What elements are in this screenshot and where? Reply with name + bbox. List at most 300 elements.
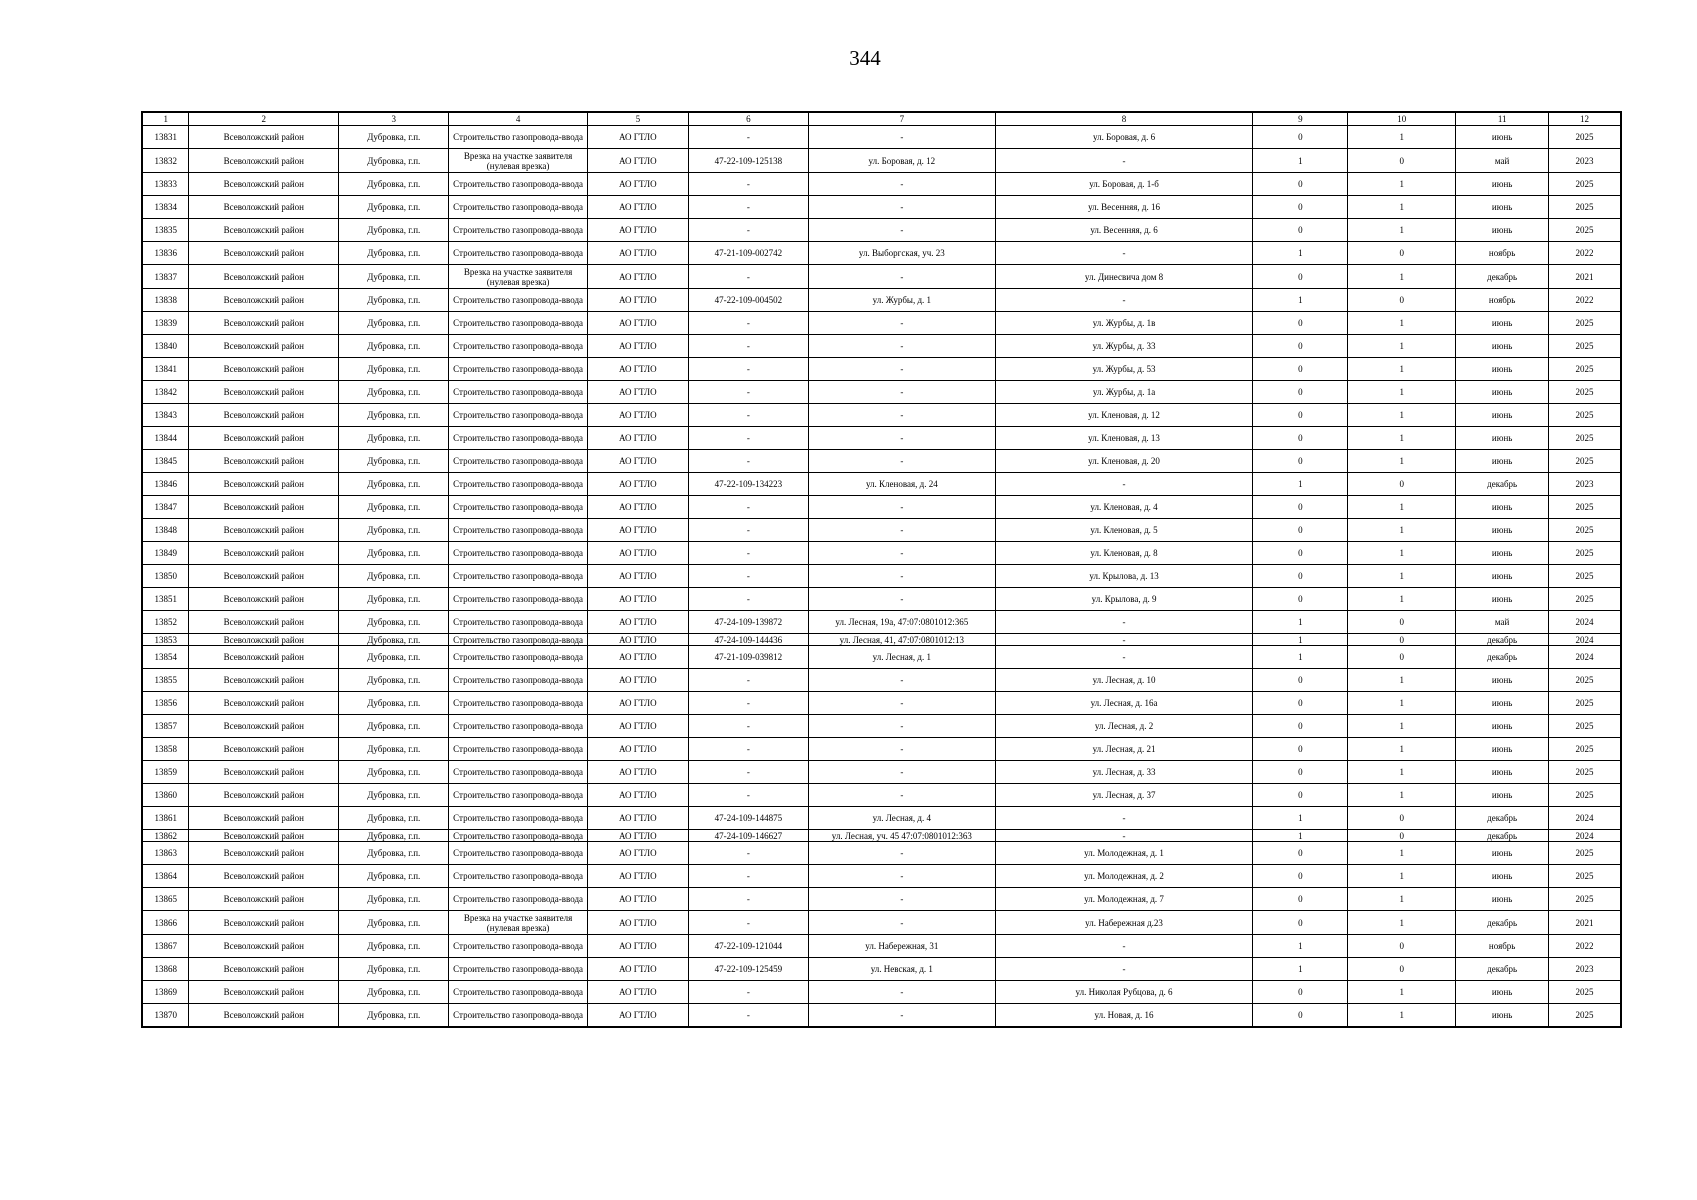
address-cell: ул. Кленовая, д. 24 bbox=[809, 473, 996, 496]
column-header-8: 8 bbox=[995, 112, 1253, 126]
address-cell: ул. Боровая, д. 12 bbox=[809, 149, 996, 173]
count-cell: 0 bbox=[1253, 588, 1348, 611]
work-type-cell: Строительство газопровода-ввода bbox=[449, 715, 588, 738]
planned-count-cell: 1 bbox=[1348, 404, 1456, 427]
planned-address-cell: ул. Боровая, д. 1-б bbox=[995, 173, 1253, 196]
month-cell: июнь bbox=[1456, 588, 1549, 611]
address-cell: ул. Лесная, 19а, 47:07:0801012:365 bbox=[809, 611, 996, 634]
address-cell: - bbox=[809, 496, 996, 519]
count-cell: 1 bbox=[1253, 807, 1348, 830]
organization-cell: АО ГТЛО bbox=[587, 669, 688, 692]
address-cell: - bbox=[809, 196, 996, 219]
application-code-cell: - bbox=[688, 358, 808, 381]
planned-count-cell: 1 bbox=[1348, 358, 1456, 381]
month-cell: июнь bbox=[1456, 669, 1549, 692]
work-type-cell: Врезка на участке заявителя (нулевая врезка) bbox=[449, 911, 588, 935]
year-cell: 2024 bbox=[1549, 646, 1621, 669]
planned-count-cell: 1 bbox=[1348, 981, 1456, 1004]
planned-count-cell: 1 bbox=[1348, 450, 1456, 473]
planned-address-cell: ул. Молодежная, д. 2 bbox=[995, 865, 1253, 888]
year-cell: 2025 bbox=[1549, 496, 1621, 519]
settlement-cell: Дубровка, г.п. bbox=[339, 565, 449, 588]
row-number: 13849 bbox=[142, 542, 189, 565]
column-header-6: 6 bbox=[688, 112, 808, 126]
table-row bbox=[142, 450, 1621, 473]
address-cell: - bbox=[809, 888, 996, 911]
district-cell: Всеволожский район bbox=[189, 196, 339, 219]
address-cell: - bbox=[809, 312, 996, 335]
work-type-cell: Строительство газопровода-ввода bbox=[449, 173, 588, 196]
settlement-cell: Дубровка, г.п. bbox=[339, 358, 449, 381]
month-cell: декабрь bbox=[1456, 265, 1549, 289]
year-cell: 2023 bbox=[1549, 473, 1621, 496]
settlement-cell: Дубровка, г.п. bbox=[339, 473, 449, 496]
address-cell: - bbox=[809, 1004, 996, 1027]
application-code-cell: - bbox=[688, 312, 808, 335]
count-cell: 0 bbox=[1253, 715, 1348, 738]
address-cell: - bbox=[809, 265, 996, 289]
settlement-cell: Дубровка, г.п. bbox=[339, 738, 449, 761]
planned-count-cell: 0 bbox=[1348, 958, 1456, 981]
planned-address-cell: - bbox=[995, 807, 1253, 830]
row-number: 13865 bbox=[142, 888, 189, 911]
district-cell: Всеволожский район bbox=[189, 473, 339, 496]
year-cell: 2025 bbox=[1549, 1004, 1621, 1027]
row-number: 13837 bbox=[142, 265, 189, 289]
address-cell: - bbox=[809, 784, 996, 807]
month-cell: июнь bbox=[1456, 565, 1549, 588]
planned-address-cell: ул. Журбы, д. 33 bbox=[995, 335, 1253, 358]
month-cell: июнь bbox=[1456, 196, 1549, 219]
settlement-cell: Дубровка, г.п. bbox=[339, 634, 449, 646]
organization-cell: АО ГТЛО bbox=[587, 888, 688, 911]
organization-cell: АО ГТЛО bbox=[587, 611, 688, 634]
month-cell: ноябрь bbox=[1456, 289, 1549, 312]
count-cell: 0 bbox=[1253, 126, 1348, 149]
count-cell: 0 bbox=[1253, 404, 1348, 427]
row-number: 13856 bbox=[142, 692, 189, 715]
count-cell: 0 bbox=[1253, 888, 1348, 911]
table-row bbox=[142, 381, 1621, 404]
district-cell: Всеволожский район bbox=[189, 842, 339, 865]
settlement-cell: Дубровка, г.п. bbox=[339, 126, 449, 149]
count-cell: 0 bbox=[1253, 381, 1348, 404]
count-cell: 0 bbox=[1253, 761, 1348, 784]
planned-count-cell: 1 bbox=[1348, 888, 1456, 911]
application-code-cell: 47-24-109-146627 bbox=[688, 830, 808, 842]
application-code-cell: - bbox=[688, 981, 808, 1004]
year-cell: 2025 bbox=[1549, 842, 1621, 865]
count-cell: 1 bbox=[1253, 611, 1348, 634]
row-number: 13838 bbox=[142, 289, 189, 312]
year-cell: 2025 bbox=[1549, 715, 1621, 738]
settlement-cell: Дубровка, г.п. bbox=[339, 542, 449, 565]
column-header-2: 2 bbox=[189, 112, 339, 126]
year-cell: 2025 bbox=[1549, 542, 1621, 565]
organization-cell: АО ГТЛО bbox=[587, 646, 688, 669]
column-header-7: 7 bbox=[809, 112, 996, 126]
application-code-cell: 47-22-109-004502 bbox=[688, 289, 808, 312]
work-type-cell: Строительство газопровода-ввода bbox=[449, 126, 588, 149]
planned-count-cell: 1 bbox=[1348, 692, 1456, 715]
planned-address-cell: - bbox=[995, 634, 1253, 646]
planned-count-cell: 1 bbox=[1348, 335, 1456, 358]
column-header-12: 12 bbox=[1549, 112, 1621, 126]
settlement-cell: Дубровка, г.п. bbox=[339, 865, 449, 888]
count-cell: 1 bbox=[1253, 242, 1348, 265]
year-cell: 2025 bbox=[1549, 784, 1621, 807]
year-cell: 2025 bbox=[1549, 565, 1621, 588]
month-cell: июнь bbox=[1456, 312, 1549, 335]
settlement-cell: Дубровка, г.п. bbox=[339, 427, 449, 450]
planned-count-cell: 1 bbox=[1348, 842, 1456, 865]
row-number: 13841 bbox=[142, 358, 189, 381]
organization-cell: АО ГТЛО bbox=[587, 935, 688, 958]
address-cell: - bbox=[809, 669, 996, 692]
application-code-cell: - bbox=[688, 761, 808, 784]
district-cell: Всеволожский район bbox=[189, 715, 339, 738]
table-row bbox=[142, 565, 1621, 588]
organization-cell: АО ГТЛО bbox=[587, 588, 688, 611]
planned-address-cell: ул. Лесная, д. 16а bbox=[995, 692, 1253, 715]
address-cell: - bbox=[809, 588, 996, 611]
district-cell: Всеволожский район bbox=[189, 981, 339, 1004]
application-code-cell: 47-22-109-121044 bbox=[688, 935, 808, 958]
organization-cell: АО ГТЛО bbox=[587, 358, 688, 381]
table-row bbox=[142, 289, 1621, 312]
work-type-cell: Строительство газопровода-ввода bbox=[449, 496, 588, 519]
district-cell: Всеволожский район bbox=[189, 335, 339, 358]
settlement-cell: Дубровка, г.п. bbox=[339, 173, 449, 196]
planned-address-cell: ул. Крылова, д. 13 bbox=[995, 565, 1253, 588]
planned-address-cell: ул. Весенняя, д. 6 bbox=[995, 219, 1253, 242]
work-type-cell: Строительство газопровода-ввода bbox=[449, 738, 588, 761]
settlement-cell: Дубровка, г.п. bbox=[339, 888, 449, 911]
address-cell: - bbox=[809, 427, 996, 450]
table-row bbox=[142, 427, 1621, 450]
count-cell: 0 bbox=[1253, 1004, 1348, 1027]
planned-address-cell: - bbox=[995, 473, 1253, 496]
count-cell: 0 bbox=[1253, 519, 1348, 542]
application-code-cell: - bbox=[688, 519, 808, 542]
organization-cell: АО ГТЛО bbox=[587, 692, 688, 715]
column-header-10: 10 bbox=[1348, 112, 1456, 126]
year-cell: 2025 bbox=[1549, 888, 1621, 911]
organization-cell: АО ГТЛО bbox=[587, 865, 688, 888]
planned-address-cell: - bbox=[995, 149, 1253, 173]
month-cell: июнь bbox=[1456, 335, 1549, 358]
application-code-cell: - bbox=[688, 404, 808, 427]
application-code-cell: - bbox=[688, 565, 808, 588]
settlement-cell: Дубровка, г.п. bbox=[339, 289, 449, 312]
planned-address-cell: - bbox=[995, 611, 1253, 634]
count-cell: 0 bbox=[1253, 196, 1348, 219]
column-header-4: 4 bbox=[449, 112, 588, 126]
work-type-cell: Врезка на участке заявителя (нулевая врезка) bbox=[449, 149, 588, 173]
settlement-cell: Дубровка, г.п. bbox=[339, 519, 449, 542]
work-type-cell: Строительство газопровода-ввода bbox=[449, 473, 588, 496]
settlement-cell: Дубровка, г.п. bbox=[339, 242, 449, 265]
month-cell: июнь bbox=[1456, 865, 1549, 888]
row-number: 13831 bbox=[142, 126, 189, 149]
year-cell: 2025 bbox=[1549, 335, 1621, 358]
month-cell: май bbox=[1456, 611, 1549, 634]
district-cell: Всеволожский район bbox=[189, 807, 339, 830]
district-cell: Всеволожский район bbox=[189, 958, 339, 981]
year-cell: 2022 bbox=[1549, 935, 1621, 958]
application-code-cell: 47-22-109-125459 bbox=[688, 958, 808, 981]
year-cell: 2025 bbox=[1549, 126, 1621, 149]
year-cell: 2024 bbox=[1549, 807, 1621, 830]
district-cell: Всеволожский район bbox=[189, 669, 339, 692]
work-type-cell: Строительство газопровода-ввода bbox=[449, 842, 588, 865]
table-row bbox=[142, 312, 1621, 335]
planned-address-cell: - bbox=[995, 289, 1253, 312]
table-row bbox=[142, 242, 1621, 265]
address-cell: ул. Невская, д. 1 bbox=[809, 958, 996, 981]
planned-count-cell: 1 bbox=[1348, 196, 1456, 219]
settlement-cell: Дубровка, г.п. bbox=[339, 1004, 449, 1027]
table-row bbox=[142, 784, 1621, 807]
organization-cell: АО ГТЛО bbox=[587, 981, 688, 1004]
row-number: 13857 bbox=[142, 715, 189, 738]
settlement-cell: Дубровка, г.п. bbox=[339, 842, 449, 865]
district-cell: Всеволожский район bbox=[189, 149, 339, 173]
district-cell: Всеволожский район bbox=[189, 888, 339, 911]
year-cell: 2025 bbox=[1549, 219, 1621, 242]
district-cell: Всеволожский район bbox=[189, 692, 339, 715]
table-row bbox=[142, 715, 1621, 738]
planned-count-cell: 1 bbox=[1348, 1004, 1456, 1027]
year-cell: 2025 bbox=[1549, 669, 1621, 692]
row-number: 13836 bbox=[142, 242, 189, 265]
month-cell: декабрь bbox=[1456, 830, 1549, 842]
settlement-cell: Дубровка, г.п. bbox=[339, 669, 449, 692]
table-row bbox=[142, 196, 1621, 219]
planned-count-cell: 1 bbox=[1348, 427, 1456, 450]
district-cell: Всеволожский район bbox=[189, 312, 339, 335]
row-number: 13842 bbox=[142, 381, 189, 404]
district-cell: Всеволожский район bbox=[189, 911, 339, 935]
year-cell: 2024 bbox=[1549, 634, 1621, 646]
planned-address-cell: ул. Молодежная, д. 1 bbox=[995, 842, 1253, 865]
count-cell: 0 bbox=[1253, 265, 1348, 289]
month-cell: июнь bbox=[1456, 692, 1549, 715]
organization-cell: АО ГТЛО bbox=[587, 958, 688, 981]
count-cell: 1 bbox=[1253, 646, 1348, 669]
work-type-cell: Строительство газопровода-ввода bbox=[449, 588, 588, 611]
month-cell: июнь bbox=[1456, 519, 1549, 542]
address-cell: ул. Набережная, 31 bbox=[809, 935, 996, 958]
address-cell: - bbox=[809, 542, 996, 565]
registry-table bbox=[141, 111, 1622, 1028]
application-code-cell: - bbox=[688, 738, 808, 761]
work-type-cell: Строительство газопровода-ввода bbox=[449, 519, 588, 542]
count-cell: 0 bbox=[1253, 692, 1348, 715]
year-cell: 2025 bbox=[1549, 427, 1621, 450]
count-cell: 0 bbox=[1253, 335, 1348, 358]
application-code-cell: 47-22-109-125138 bbox=[688, 149, 808, 173]
planned-address-cell: ул. Молодежная, д. 7 bbox=[995, 888, 1253, 911]
table-row bbox=[142, 669, 1621, 692]
application-code-cell: 47-24-109-139872 bbox=[688, 611, 808, 634]
address-cell: - bbox=[809, 381, 996, 404]
district-cell: Всеволожский район bbox=[189, 565, 339, 588]
district-cell: Всеволожский район bbox=[189, 242, 339, 265]
table-row bbox=[142, 911, 1621, 935]
planned-address-cell: ул. Кленовая, д. 8 bbox=[995, 542, 1253, 565]
settlement-cell: Дубровка, г.п. bbox=[339, 265, 449, 289]
planned-address-cell: - bbox=[995, 830, 1253, 842]
address-cell: - bbox=[809, 911, 996, 935]
count-cell: 1 bbox=[1253, 473, 1348, 496]
row-number: 13845 bbox=[142, 450, 189, 473]
work-type-cell: Строительство газопровода-ввода bbox=[449, 784, 588, 807]
organization-cell: АО ГТЛО bbox=[587, 126, 688, 149]
address-cell: ул. Лесная, д. 4 bbox=[809, 807, 996, 830]
organization-cell: АО ГТЛО bbox=[587, 807, 688, 830]
row-number: 13862 bbox=[142, 830, 189, 842]
address-cell: - bbox=[809, 219, 996, 242]
month-cell: декабрь bbox=[1456, 473, 1549, 496]
count-cell: 0 bbox=[1253, 865, 1348, 888]
table-row bbox=[142, 149, 1621, 173]
organization-cell: АО ГТЛО bbox=[587, 1004, 688, 1027]
year-cell: 2025 bbox=[1549, 381, 1621, 404]
count-cell: 0 bbox=[1253, 312, 1348, 335]
table-body bbox=[142, 126, 1621, 1027]
planned-count-cell: 1 bbox=[1348, 738, 1456, 761]
planned-count-cell: 1 bbox=[1348, 565, 1456, 588]
month-cell: июнь bbox=[1456, 715, 1549, 738]
planned-count-cell: 1 bbox=[1348, 669, 1456, 692]
planned-address-cell: ул. Лесная, д. 21 bbox=[995, 738, 1253, 761]
application-code-cell: 47-24-109-144875 bbox=[688, 807, 808, 830]
count-cell: 0 bbox=[1253, 738, 1348, 761]
organization-cell: АО ГТЛО bbox=[587, 715, 688, 738]
address-cell: - bbox=[809, 358, 996, 381]
address-cell: - bbox=[809, 738, 996, 761]
planned-address-cell: ул. Боровая, д. 6 bbox=[995, 126, 1253, 149]
application-code-cell: - bbox=[688, 715, 808, 738]
row-number: 13835 bbox=[142, 219, 189, 242]
planned-address-cell: - bbox=[995, 958, 1253, 981]
table-row bbox=[142, 519, 1621, 542]
planned-count-cell: 1 bbox=[1348, 865, 1456, 888]
organization-cell: АО ГТЛО bbox=[587, 473, 688, 496]
settlement-cell: Дубровка, г.п. bbox=[339, 646, 449, 669]
organization-cell: АО ГТЛО bbox=[587, 265, 688, 289]
row-number: 13848 bbox=[142, 519, 189, 542]
address-cell: - bbox=[809, 450, 996, 473]
planned-count-cell: 0 bbox=[1348, 473, 1456, 496]
address-cell: - bbox=[809, 692, 996, 715]
district-cell: Всеволожский район bbox=[189, 358, 339, 381]
month-cell: ноябрь bbox=[1456, 242, 1549, 265]
year-cell: 2025 bbox=[1549, 738, 1621, 761]
header-row bbox=[142, 112, 1621, 126]
table-row bbox=[142, 404, 1621, 427]
year-cell: 2022 bbox=[1549, 242, 1621, 265]
count-cell: 0 bbox=[1253, 427, 1348, 450]
table-row bbox=[142, 358, 1621, 381]
settlement-cell: Дубровка, г.п. bbox=[339, 611, 449, 634]
year-cell: 2024 bbox=[1549, 830, 1621, 842]
month-cell: декабрь bbox=[1456, 634, 1549, 646]
count-cell: 0 bbox=[1253, 981, 1348, 1004]
planned-count-cell: 1 bbox=[1348, 784, 1456, 807]
planned-address-cell: ул. Журбы, д. 1а bbox=[995, 381, 1253, 404]
count-cell: 1 bbox=[1253, 935, 1348, 958]
row-number: 13861 bbox=[142, 807, 189, 830]
row-number: 13839 bbox=[142, 312, 189, 335]
address-cell: - bbox=[809, 865, 996, 888]
organization-cell: АО ГТЛО bbox=[587, 842, 688, 865]
organization-cell: АО ГТЛО bbox=[587, 427, 688, 450]
address-cell: - bbox=[809, 126, 996, 149]
row-number: 13840 bbox=[142, 335, 189, 358]
organization-cell: АО ГТЛО bbox=[587, 542, 688, 565]
organization-cell: АО ГТЛО bbox=[587, 312, 688, 335]
year-cell: 2023 bbox=[1549, 149, 1621, 173]
count-cell: 1 bbox=[1253, 830, 1348, 842]
month-cell: декабрь bbox=[1456, 958, 1549, 981]
table-row bbox=[142, 1004, 1621, 1027]
year-cell: 2021 bbox=[1549, 911, 1621, 935]
district-cell: Всеволожский район bbox=[189, 865, 339, 888]
planned-address-cell: - bbox=[995, 935, 1253, 958]
work-type-cell: Строительство газопровода-ввода bbox=[449, 669, 588, 692]
address-cell: - bbox=[809, 565, 996, 588]
table-row bbox=[142, 865, 1621, 888]
planned-count-cell: 0 bbox=[1348, 242, 1456, 265]
month-cell: июнь bbox=[1456, 427, 1549, 450]
organization-cell: АО ГТЛО bbox=[587, 404, 688, 427]
district-cell: Всеволожский район bbox=[189, 634, 339, 646]
address-cell: - bbox=[809, 981, 996, 1004]
planned-address-cell: ул. Журбы, д. 1в bbox=[995, 312, 1253, 335]
work-type-cell: Строительство газопровода-ввода bbox=[449, 888, 588, 911]
year-cell: 2025 bbox=[1549, 692, 1621, 715]
count-cell: 0 bbox=[1253, 542, 1348, 565]
organization-cell: АО ГТЛО bbox=[587, 219, 688, 242]
work-type-cell: Строительство газопровода-ввода bbox=[449, 1004, 588, 1027]
month-cell: июнь bbox=[1456, 173, 1549, 196]
row-number: 13868 bbox=[142, 958, 189, 981]
application-code-cell: - bbox=[688, 196, 808, 219]
count-cell: 0 bbox=[1253, 496, 1348, 519]
row-number: 13852 bbox=[142, 611, 189, 634]
settlement-cell: Дубровка, г.п. bbox=[339, 981, 449, 1004]
address-cell: ул. Журбы, д. 1 bbox=[809, 289, 996, 312]
address-cell: - bbox=[809, 715, 996, 738]
month-cell: июнь bbox=[1456, 542, 1549, 565]
district-cell: Всеволожский район bbox=[189, 173, 339, 196]
year-cell: 2025 bbox=[1549, 761, 1621, 784]
count-cell: 0 bbox=[1253, 842, 1348, 865]
planned-address-cell: ул. Лесная, д. 2 bbox=[995, 715, 1253, 738]
planned-address-cell: ул. Весенняя, д. 16 bbox=[995, 196, 1253, 219]
organization-cell: АО ГТЛО bbox=[587, 496, 688, 519]
table-row bbox=[142, 611, 1621, 634]
planned-count-cell: 1 bbox=[1348, 496, 1456, 519]
year-cell: 2025 bbox=[1549, 173, 1621, 196]
organization-cell: АО ГТЛО bbox=[587, 450, 688, 473]
work-type-cell: Строительство газопровода-ввода bbox=[449, 335, 588, 358]
month-cell: июнь bbox=[1456, 888, 1549, 911]
table-row bbox=[142, 646, 1621, 669]
planned-address-cell: - bbox=[995, 242, 1253, 265]
